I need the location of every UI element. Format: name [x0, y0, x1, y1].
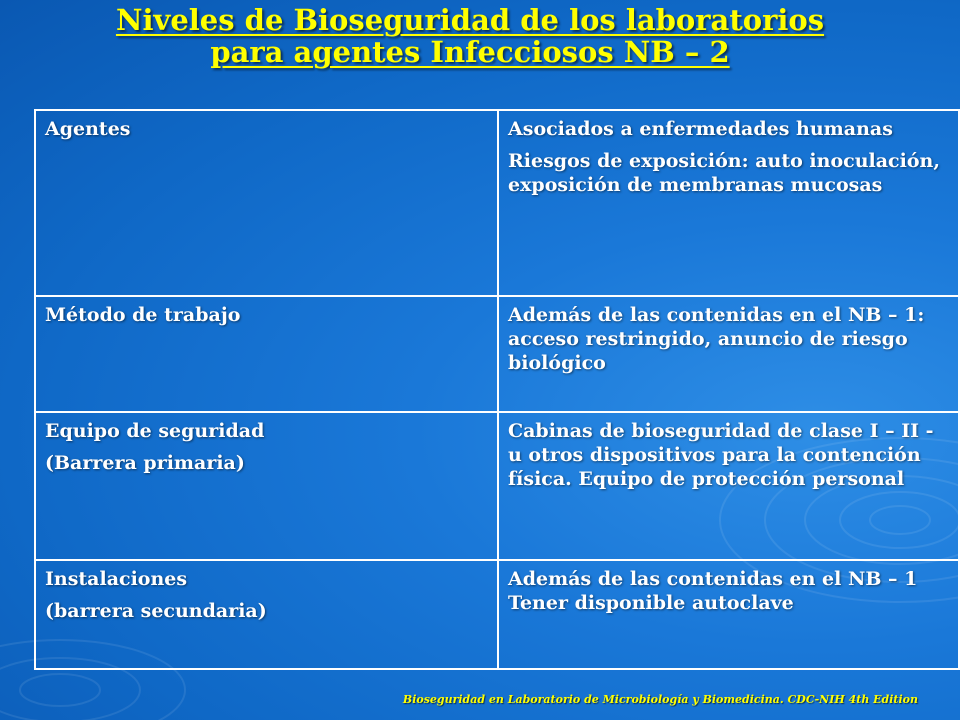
- slide-title-line-1: Niveles de Bioseguridad de los laboratorios: [115, 3, 825, 37]
- row-label-cell: [35, 412, 498, 560]
- slide-title-line-2: para agentes Infecciosos NB – 2: [210, 35, 730, 69]
- row-value-cell: [498, 110, 959, 296]
- row-value-cell: [498, 560, 959, 669]
- row-label-cell: [35, 110, 498, 296]
- table-row: [35, 560, 959, 669]
- row-label-cell: [35, 296, 498, 412]
- row-label: Equipo de seguridad: [45, 420, 265, 442]
- table-row: [35, 110, 959, 296]
- row-label: Método de trabajo: [45, 304, 241, 326]
- row-value: Cabinas de bioseguridad de clase I – II - u otros dispositivos para la contención física. Equipo de protección personal: [508, 420, 934, 490]
- row-label: Agentes: [45, 118, 131, 140]
- table-row: [35, 296, 959, 412]
- row-label-cell: [35, 560, 498, 669]
- footer-citation: Bioseguridad en Laboratorio de Microbiología y Biomedicina. CDC-NIH 4th Edition: [402, 693, 918, 706]
- row-label: (barrera secundaria): [45, 600, 267, 622]
- row-value-cell: [498, 412, 959, 560]
- slide-title: [0, 4, 940, 68]
- row-label: (Barrera primaria): [45, 452, 245, 474]
- row-label: Instalaciones: [45, 568, 188, 590]
- row-value-cell: [498, 296, 959, 412]
- row-value: Además de las contenidas en el NB – 1 Tener disponible autoclave: [508, 568, 918, 614]
- table-row: [35, 412, 959, 560]
- row-value: Riesgos de exposición: auto inoculación, exposición de membranas mucosas: [508, 150, 940, 196]
- biosafety-table: [34, 109, 960, 670]
- row-value: Además de las contenidas en el NB – 1: acceso restringido, anuncio de riesgo biológico: [508, 304, 925, 374]
- row-value: Asociados a enfermedades humanas: [508, 118, 893, 140]
